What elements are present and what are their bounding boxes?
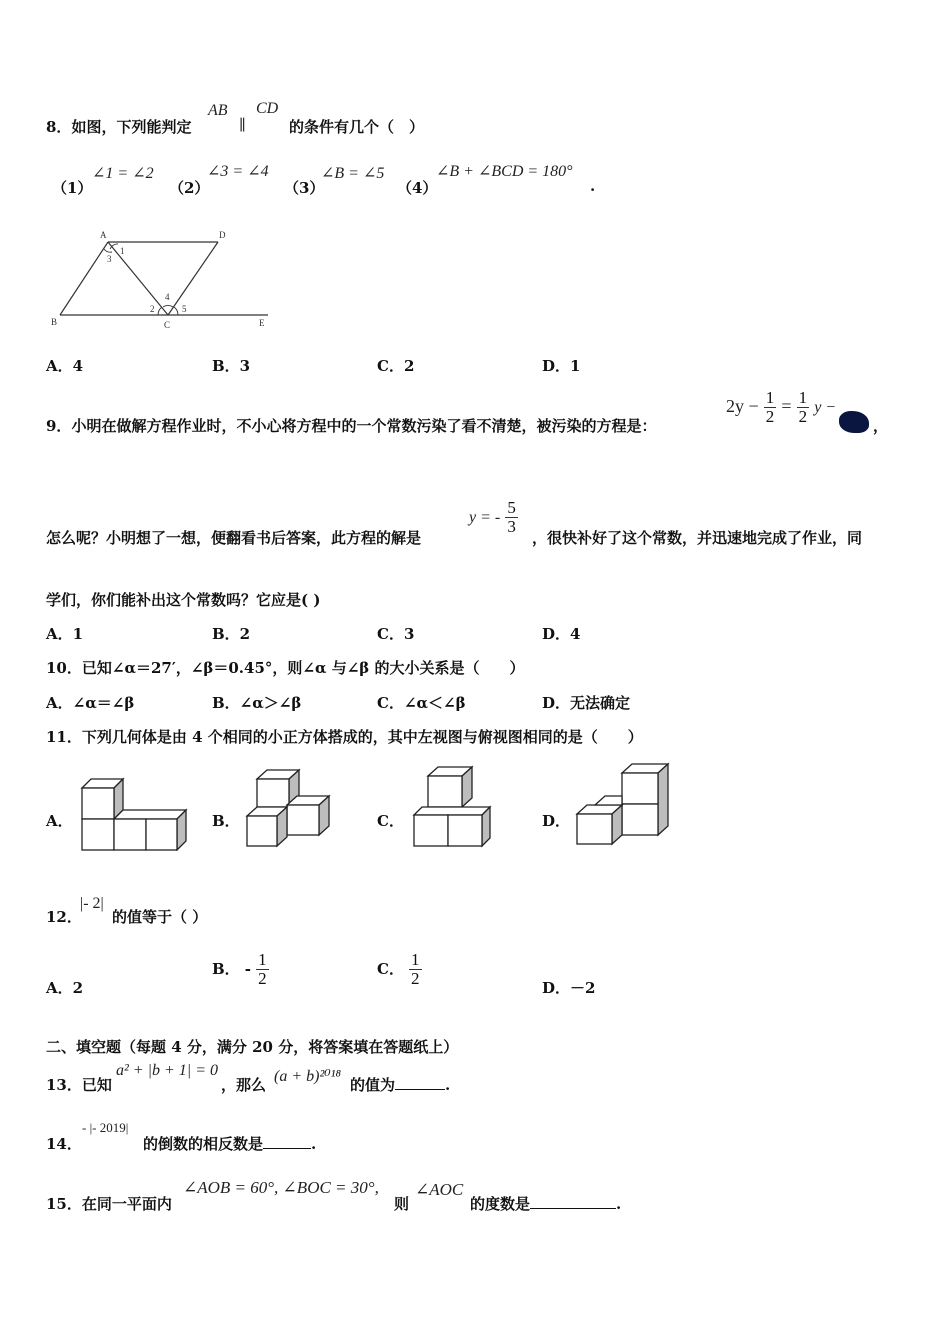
q8-figure <box>40 222 280 337</box>
q15-expr1: ∠AOB = 60°, ∠BOC = 30°, <box>183 1178 379 1197</box>
q8-option-d[interactable]: D．1 <box>542 357 581 375</box>
arc-angle-4 <box>163 305 173 307</box>
q8-option-a[interactable]: A．4 <box>46 357 84 375</box>
arc-angle-1 <box>110 244 118 249</box>
q9-eq-left: 2y − <box>726 395 759 416</box>
q11-figure-a[interactable] <box>78 776 198 851</box>
q12-option-c-den: 2 <box>411 968 420 988</box>
q11-figure-b[interactable] <box>243 768 333 850</box>
q12-option-b-sign: - <box>244 959 252 978</box>
q8-number: 8． <box>46 118 72 136</box>
q8-end-period: . <box>590 177 596 195</box>
q15-expr2: ∠AOC <box>415 1180 464 1199</box>
q10-option-d[interactable]: D．无法确定 <box>542 694 631 712</box>
q9-line2-suffix: ，很快补好了这个常数，并迅速地完成了作业，同 <box>532 529 863 547</box>
ink-stain-icon <box>839 411 869 433</box>
arc-angle-3 <box>104 249 112 252</box>
q9-equation <box>726 389 836 426</box>
q9-line1-end: ， <box>873 417 889 435</box>
point-a: A <box>100 230 107 240</box>
q15-suffix-text: 的度数是 <box>470 1195 531 1213</box>
q8-cond1-label: （1） <box>52 179 93 197</box>
q9-eq-equals: = <box>781 395 792 416</box>
q14-prefix: 14． <box>46 1135 82 1153</box>
q9-line2-prefix: 怎么呢？小明想了一想，便翻看书后答案，此方程的解是 <box>46 529 422 547</box>
q13-middle: ，那么 <box>221 1076 267 1094</box>
q12-abs-expr: |- 2| <box>80 895 104 912</box>
q11-stem: 11．下列几何体是由 4 个相同的小正方体搭成的，其中左视图与俯视图相同的是（ ） <box>46 728 643 746</box>
cube-front <box>82 819 114 850</box>
q14-suffix <box>143 1133 316 1154</box>
q14-suffix-text: 的倒数的相反数是 <box>143 1135 264 1153</box>
q14-expr: - |- 2019| <box>82 1120 129 1135</box>
q9-option-c[interactable]: C．3 <box>377 625 415 643</box>
line-ac <box>108 242 168 315</box>
q11-figure-c[interactable] <box>410 764 500 849</box>
q9-number: 9． <box>46 417 72 435</box>
cube-front <box>287 805 319 835</box>
q9-eq-frac1-den: 2 <box>765 406 775 426</box>
q13-expr1: a² + |b + 1| = 0 <box>116 1062 218 1079</box>
q12-option-c[interactable] <box>377 951 422 988</box>
cube-front <box>577 814 612 844</box>
line-cd <box>168 242 218 315</box>
cube-front <box>114 819 146 850</box>
q12-option-b-label: B． <box>212 959 240 978</box>
q12-option-b[interactable] <box>212 951 269 988</box>
arc-angle-2 <box>158 307 162 315</box>
q9-eq-frac2 <box>797 389 810 426</box>
point-d: D <box>219 230 226 240</box>
q15-end: . <box>616 1195 622 1213</box>
q10-option-a[interactable]: A．∠α＝∠β <box>46 694 135 712</box>
cube-top <box>595 796 622 805</box>
q12-option-c-frac <box>409 951 422 988</box>
q12-option-b-num: 1 <box>258 950 267 969</box>
q9-option-d[interactable]: D．4 <box>542 625 581 643</box>
angle-4-label: 4 <box>165 292 170 302</box>
q8-cond2-label: （2） <box>169 179 210 197</box>
q9-line1-text: 小明在做解方程作业时，不小心将方程中的一个常数污染了看不清楚，被污染的方程是： <box>71 417 657 435</box>
q15-middle: 则 <box>394 1195 410 1213</box>
q9-eq-frac1-num: 1 <box>765 388 775 407</box>
q9-line3: 学们，你们能补出这个常数吗？它应是( ) <box>46 591 321 609</box>
point-b: B <box>51 317 58 327</box>
q8-cond4-label: （4） <box>397 179 438 197</box>
q12-suffix: 的值等于（ ） <box>112 908 208 926</box>
angle-5-label: 5 <box>182 304 187 314</box>
q12-number: 12． <box>46 908 82 926</box>
q8-ab: AB <box>208 102 228 119</box>
q8-suffix: 的条件有几个（ ） <box>289 118 425 136</box>
q8-cond3-label: （3） <box>284 179 325 197</box>
q11-option-d[interactable]: D． <box>542 812 571 830</box>
cube-front <box>428 776 462 807</box>
q14-end: . <box>311 1135 317 1153</box>
cube-front <box>146 819 177 850</box>
arc-angle-5 <box>174 307 178 315</box>
q8-cond1-expr: ∠1 = ∠2 <box>92 165 154 182</box>
q11-option-c[interactable]: C． <box>377 812 404 830</box>
cube-top <box>414 807 490 815</box>
cube-top <box>114 810 186 819</box>
cube-front <box>82 788 114 819</box>
q11-option-a[interactable]: A． <box>46 812 73 830</box>
q8-option-b[interactable]: B．3 <box>212 357 251 375</box>
q9-sol-den: 3 <box>507 516 516 536</box>
q12-option-a[interactable]: A．2 <box>46 979 84 997</box>
q12-option-c-label: C． <box>377 959 404 978</box>
q9-solution <box>469 499 518 536</box>
cube-front <box>247 816 277 846</box>
q14-answer-blank[interactable] <box>263 1134 311 1149</box>
q12-option-c-num: 1 <box>411 950 420 969</box>
q13-end: . <box>445 1076 451 1094</box>
q11-figure-d[interactable] <box>573 762 675 847</box>
line-ab <box>60 242 108 315</box>
angle-2-label: 2 <box>150 304 155 314</box>
section2-title: 二、填空题（每题 4 分，满分 20 分，将答案填在答题纸上） <box>46 1038 459 1056</box>
q15-answer-blank[interactable] <box>530 1194 616 1209</box>
q13-answer-blank[interactable] <box>395 1075 445 1090</box>
q12-option-b-frac <box>256 951 269 988</box>
q15-suffix <box>470 1193 621 1214</box>
q9-sol-num: 5 <box>507 498 516 517</box>
q9-line1 <box>46 415 656 436</box>
q9-option-a[interactable]: A．1 <box>46 625 84 643</box>
q8-stem <box>46 116 191 137</box>
cube-front <box>622 804 658 835</box>
cube-front <box>257 779 289 807</box>
q9-eq-frac2-den: 2 <box>798 406 808 426</box>
q13-suffix <box>350 1074 450 1095</box>
cube-side <box>658 764 668 835</box>
cube-front <box>414 815 448 846</box>
q10-option-c[interactable]: C．∠α＜∠β <box>377 694 466 712</box>
q13-expr2: (a + b)²⁰¹⁸ <box>274 1068 342 1085</box>
q12-option-b-den: 2 <box>258 968 267 988</box>
q9-option-b[interactable]: B．2 <box>212 625 251 643</box>
q8-cond3-expr: ∠B = ∠5 <box>321 165 385 182</box>
q9-sol-y: y = - <box>469 508 501 526</box>
q8-option-c[interactable]: C．2 <box>377 357 415 375</box>
q9-eq-frac1 <box>764 389 777 426</box>
q11-option-b[interactable]: B． <box>212 812 240 830</box>
q9-sol-frac <box>505 499 518 536</box>
cube-front <box>448 815 482 846</box>
angle-1-label: 1 <box>120 246 125 256</box>
q9-eq-right: y − <box>814 398 837 416</box>
q13-prefix: 13．已知 <box>46 1076 112 1094</box>
q8-cd: CD <box>256 100 279 117</box>
point-e: E <box>259 318 265 328</box>
q9-eq-frac2-num: 1 <box>798 388 808 407</box>
angle-3-label: 3 <box>107 254 112 264</box>
q10-option-b[interactable]: B．∠α＞∠β <box>212 694 302 712</box>
q13-suffix-text: 的值为 <box>350 1076 396 1094</box>
point-c: C <box>164 320 171 330</box>
q8-prefix: 如图，下列能判定 <box>71 118 192 136</box>
cube-front <box>622 773 658 804</box>
q8-cond4-expr: ∠B + ∠BCD = 180° <box>436 163 573 180</box>
q8-cond2-expr: ∠3 = ∠4 <box>207 163 269 180</box>
q12-option-d[interactable]: D．－2 <box>542 979 596 997</box>
q8-parallel: ∥ <box>239 118 246 134</box>
q10-stem: 10．已知∠α＝27′，∠β＝0.45°，则∠α 与∠β 的大小关系是（ ） <box>46 659 525 677</box>
q15-prefix: 15．在同一平面内 <box>46 1195 172 1213</box>
